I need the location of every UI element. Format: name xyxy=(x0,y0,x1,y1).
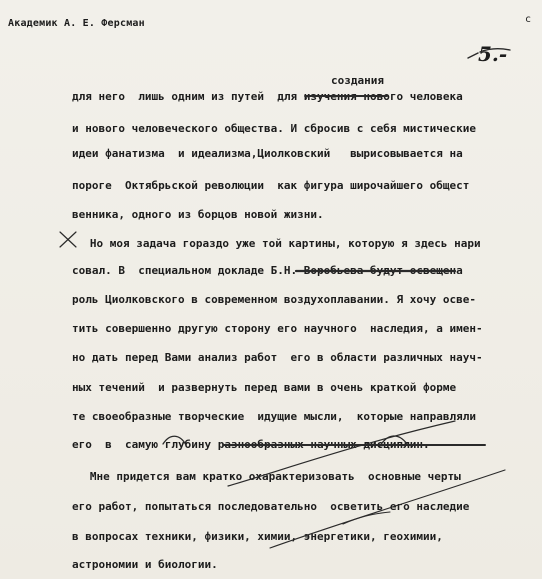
text-line: венника, одного из борцов новой жизни. xyxy=(72,208,324,221)
corner-mark: с xyxy=(525,14,532,25)
text-line: пороге Октябрьской революции как фигура широчайшего общест xyxy=(72,179,470,192)
text-line: его в самую глубину разнообразных научных дисциплин. xyxy=(72,438,430,451)
handwritten-insert: создания xyxy=(331,74,384,87)
text-line: для него лишь одним из путей для изучения нового человека xyxy=(72,90,463,103)
text-line: его работ, попытаться последовательно осветить его наследие xyxy=(72,500,470,513)
document-header: Академик А. Е. Ферсман xyxy=(8,18,145,29)
page-number: 5.- xyxy=(478,42,508,66)
text-line: Но моя задача гораздо уже той картины, которую я здесь нари xyxy=(70,237,481,250)
text-line: идеи фанатизма и идеализма,Циолковский вырисовывается на xyxy=(72,147,463,160)
text-line: ных течений и развернуть перед вами в очень краткой форме xyxy=(72,381,457,394)
text-line: совал. В специальном докладе Б.Н. Воробьева будут освещена xyxy=(72,264,463,277)
text-line: и нового человеческого общества. И сбросив с себя мистические xyxy=(72,122,476,135)
text-line: но дать перед Вами анализ работ его в области различных науч- xyxy=(72,351,483,364)
text-line: те своеобразные творческие идущие мысли, которые направляли xyxy=(72,410,476,423)
text-line: тить совершенно другую сторону его научного наследия, а имен- xyxy=(72,322,483,335)
text-line: в вопросах техники, физики, химии, энергетики, геохимии, xyxy=(72,530,443,543)
text-line: астрономии и биологии. xyxy=(72,558,218,571)
text-line: Мне придется вам кратко охарактеризовать основные черты xyxy=(70,470,461,483)
text-line: роль Циолковского в современном воздухоплавании. Я хочу осве- xyxy=(72,293,476,306)
